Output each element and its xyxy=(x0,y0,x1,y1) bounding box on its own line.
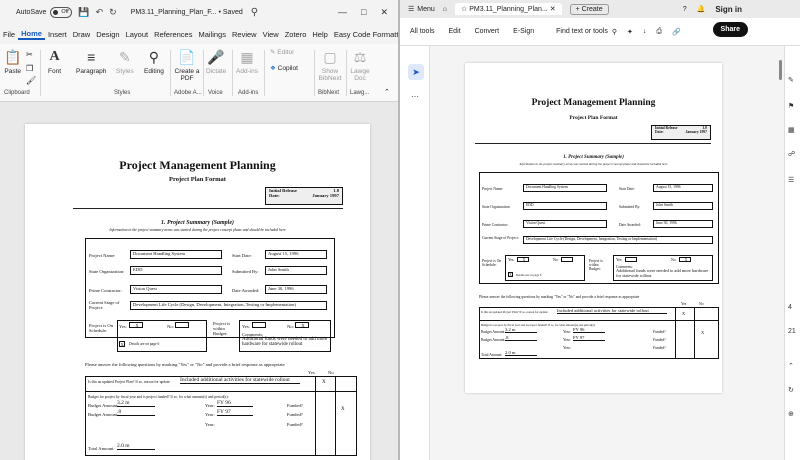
pdf-funded-mark: X xyxy=(701,330,705,335)
dictate-button[interactable]: 🎤 Dictate xyxy=(206,49,227,75)
page-number-total: 21 xyxy=(788,328,796,335)
pdf-submitted-by-label: Submitted By: xyxy=(619,205,641,209)
pdf-icon: 📄 xyxy=(178,49,196,65)
comments-text: Additional funds were needed to add more hardware for statewide rollout xyxy=(242,337,328,348)
document-title: PM3.11_Planning_Plan_F... • Saved xyxy=(130,8,243,16)
page-number-current: 4 xyxy=(788,304,792,311)
paragraph-button[interactable]: ≡ Paragraph xyxy=(76,49,107,75)
redo-icon[interactable]: ↻ xyxy=(109,6,117,17)
addins-button[interactable]: ▦ Add-ins xyxy=(236,49,259,75)
pdf-release-box xyxy=(651,125,711,140)
schedule-no-checkbox[interactable] xyxy=(175,322,189,328)
pdf-state-org-field[interactable]: EDD xyxy=(523,202,607,210)
pdf-comments-label: Comments: xyxy=(616,265,634,269)
adobe-group-label: Adobe A... xyxy=(174,90,202,96)
tab-help[interactable]: Help xyxy=(312,29,328,39)
tab-layout[interactable]: Layout xyxy=(125,29,149,39)
date-value: January 1997 xyxy=(312,193,339,198)
pages-icon[interactable]: ▦ xyxy=(788,127,795,134)
voice-group-label: Voice xyxy=(208,90,223,96)
date-awarded-field[interactable]: June 30, 1996 xyxy=(265,285,327,294)
pdf-budget-amount-1[interactable]: 3.2 m xyxy=(505,327,537,333)
lawgeex-group-label: Lawg... xyxy=(350,90,370,96)
release-version: 1.0 xyxy=(333,188,339,193)
pdf-prime-contractor-field[interactable]: Vision Quest xyxy=(523,220,607,228)
pdf-state-org-label: State Organization: xyxy=(482,205,511,209)
font-button[interactable]: A Font xyxy=(48,49,62,75)
copilot-button[interactable]: ❖ Copilot xyxy=(270,65,298,72)
divider xyxy=(40,50,41,96)
section-heading: 1. Project Summary (Sample) xyxy=(161,220,234,226)
help-icon[interactable]: ? xyxy=(682,5,687,13)
doc-title: Project Management Planning xyxy=(119,158,276,172)
acrobat-window xyxy=(400,0,800,460)
pdf-year-label-2: Year: xyxy=(563,338,571,342)
divider xyxy=(170,50,171,96)
pdf-form xyxy=(465,63,722,393)
on-schedule-label: Project is On Schedule: xyxy=(89,323,113,333)
pdf-total-amount[interactable]: 2.0 m xyxy=(505,350,537,356)
tab-design[interactable]: Design xyxy=(96,29,120,39)
more-tools-icon[interactable]: ⋯ xyxy=(411,92,419,101)
pdf-budget-no-label: No: xyxy=(671,258,677,262)
pdf-funded-label-2: Funded? xyxy=(653,338,666,342)
print-icon[interactable]: ⎙ xyxy=(656,27,662,35)
search-icon[interactable]: ⚲ xyxy=(250,6,259,18)
pdf-year-1[interactable]: FY 96 xyxy=(573,327,605,333)
pdf-release-label: Initial Release xyxy=(655,126,678,130)
pdf-schedule-no-label: No: xyxy=(553,258,559,262)
pdf-prime-contractor-label: Prime Contractor: xyxy=(482,223,509,227)
editing-button[interactable]: ⚲ Editing xyxy=(144,49,164,75)
document-area xyxy=(0,102,398,460)
pdf-budget-amount-2[interactable]: .8 xyxy=(505,335,537,341)
col-yes-header: Yes xyxy=(308,370,315,375)
year-2[interactable]: FY 97 xyxy=(217,409,253,416)
sign-in-button[interactable]: Sign in xyxy=(715,4,742,14)
comments-label: Comments: xyxy=(242,332,264,337)
save-pdf-icon[interactable]: ↓ xyxy=(642,28,647,35)
cut-icon[interactable]: ✂ xyxy=(26,50,33,59)
tab-easy-code-formatter[interactable]: Easy Code Formatt xyxy=(333,29,398,39)
tab-mailings[interactable]: Mailings xyxy=(198,29,226,39)
divider xyxy=(203,50,204,96)
pdf-date-awarded-label: Date Awarded: xyxy=(619,223,641,227)
section-note: Information in the project summary areas was started during the project concept phase and should be included here xyxy=(109,228,286,232)
budget-no-label: No: xyxy=(287,324,294,329)
ai-assistant-icon[interactable]: ✦ xyxy=(627,28,633,36)
pdf-year-2[interactable]: FY 97 xyxy=(573,335,605,341)
pdf-q2-text: Budget for project by fiscal year and is project funded? If so, for what amount(s) and period(s): xyxy=(481,323,596,327)
q2-text: Budget for project by fiscal year and is project funded? If so, for what amount(s) and period(s): xyxy=(88,395,229,399)
link-icon[interactable]: 🔗 xyxy=(671,28,681,36)
pdf-schedule-yes-label: Yes: xyxy=(508,258,515,262)
details-label: Details are on page 6 xyxy=(129,342,160,346)
word-form xyxy=(25,124,370,460)
year-label-2: Year: xyxy=(205,412,215,417)
budget-amount-1[interactable]: 3.2 m xyxy=(117,400,155,407)
prime-contractor-field[interactable]: Vision Quest xyxy=(130,285,222,294)
word-title-bar xyxy=(0,0,398,24)
font-icon: A xyxy=(49,49,60,64)
pdf-section-note: Information in the project summary areas was started during the project concept phase and should be included here xyxy=(519,162,668,166)
pdf-funded-label-3: Funded? xyxy=(653,346,666,350)
document-tab[interactable] xyxy=(455,3,562,15)
pdf-within-budget-label: Project is within Budget: xyxy=(589,259,603,271)
divider xyxy=(264,50,265,96)
stage-label: Current Stage of Project: xyxy=(89,300,120,310)
styles-group-label: Styles xyxy=(114,90,131,96)
pdf-col-yes-header: Yes xyxy=(681,302,687,306)
tab-view[interactable]: View xyxy=(262,29,279,39)
document-tab-title: PM3.11_Planning_Plan... xyxy=(469,6,548,13)
editor-button[interactable]: ✎ Editor xyxy=(270,49,295,56)
budget-amount-label-1: Budget Amount: xyxy=(88,403,119,408)
funded-no-mark: X xyxy=(341,407,345,412)
pdf-doc-title: Project Management Planning xyxy=(531,98,656,108)
release-box xyxy=(265,187,343,205)
schedule-yes-label: Yes: xyxy=(119,324,127,329)
questions-intro: Please answer the following questions by marking "Yes" or "No" and provide a brief response as appropriate xyxy=(85,362,285,367)
pdf-q1-text: Is this an updated Project Plan? If so, reason for update: xyxy=(481,310,549,314)
details-checkbox[interactable]: X xyxy=(120,342,124,347)
pdf-total-amount-label: Total Amount: xyxy=(481,353,503,357)
acrobat-left-tools xyxy=(400,46,430,460)
rule xyxy=(73,208,343,209)
ribbon xyxy=(0,44,398,102)
pdf-schedule-no-checkbox[interactable] xyxy=(561,257,573,262)
budget-amount-2[interactable]: .8 xyxy=(117,409,155,416)
doc-subtitle: Project Plan Format xyxy=(169,176,226,183)
pdf-funded-label-1: Funded? xyxy=(653,330,666,334)
budget-amount-label-2: Budget Amount: xyxy=(88,412,119,417)
lawgeex-button[interactable]: ⚖ Lawge Doc xyxy=(350,49,370,82)
funded-label-1: Funded? xyxy=(287,403,303,408)
divider xyxy=(346,50,347,96)
release-label: Initial Release xyxy=(269,188,297,193)
pdf-date-label: Date: xyxy=(655,130,664,134)
close-icon[interactable]: ✕ xyxy=(380,6,388,17)
attachments-icon[interactable]: ☍ xyxy=(788,151,796,158)
autosave-label: AutoSave xyxy=(16,8,47,16)
bookmark-icon[interactable]: ⚑ xyxy=(788,103,795,110)
collapse-ribbon-icon[interactable]: ⌃ xyxy=(384,89,390,96)
minimize-icon[interactable]: — xyxy=(338,6,348,17)
acrobat-right-rail xyxy=(784,46,800,460)
pdf-page[interactable] xyxy=(465,63,722,393)
funded-label-3: Funded? xyxy=(287,422,303,427)
pdf-release-version: 1.0 xyxy=(702,126,707,130)
prime-contractor-label: Prime Contractor: xyxy=(89,288,123,293)
funded-label-2: Funded? xyxy=(287,412,303,417)
date-label: Date: xyxy=(269,193,280,198)
state-org-field[interactable]: EDD xyxy=(130,266,222,275)
styles-button[interactable]: ✎ Styles xyxy=(116,49,134,75)
editor-icon: ✎ xyxy=(270,49,276,56)
find-search-icon[interactable]: ⚲ xyxy=(611,28,617,36)
share-button[interactable]: Share xyxy=(713,22,748,37)
q1-answer[interactable]: Included additional activities for statewide rollout xyxy=(180,377,300,384)
tab-references[interactable]: References xyxy=(154,29,193,39)
copy-icon[interactable]: ❐ xyxy=(26,64,34,73)
layers-icon[interactable]: ☰ xyxy=(788,177,795,184)
create-button[interactable]: + Create xyxy=(570,4,609,15)
tab-home[interactable]: Home xyxy=(18,29,45,40)
schedule-yes-checkbox[interactable]: X xyxy=(129,322,143,328)
submitted-by-field[interactable]: John Smith xyxy=(265,266,327,275)
divider xyxy=(314,50,315,96)
budget-yes-label: Yes: xyxy=(242,324,250,329)
pdf-schedule-yes-checkbox[interactable]: X xyxy=(517,257,529,262)
pdf-details-label: Details are on page 6 xyxy=(516,273,542,277)
pdf-year-label-1: Year: xyxy=(563,330,571,334)
pdf-on-schedule-label: Project is On Schedule: xyxy=(482,259,502,267)
paste-icon: 📋 xyxy=(4,49,22,65)
edit-button[interactable]: Edit xyxy=(448,28,461,35)
year-label-1: Year: xyxy=(205,403,215,408)
lawgeex-icon: ⚖ xyxy=(353,49,367,65)
maximize-icon[interactable]: □ xyxy=(361,6,367,17)
project-name-field[interactable]: Document Handling System xyxy=(130,250,222,259)
clipboard-group-label: Clipboard xyxy=(4,90,30,96)
start-date-label: Start Date: xyxy=(232,253,252,258)
zoom-in-icon[interactable]: ⊕ xyxy=(788,411,794,418)
pdf-doc-subtitle: Project Plan Format xyxy=(569,115,618,121)
pdf-budget-amount-label-1: Budget Amount: xyxy=(481,330,506,334)
pdf-project-name-field[interactable]: Document Handling System xyxy=(523,184,607,192)
q1-yes-mark: X xyxy=(322,380,326,385)
home-icon[interactable]: ⌂ xyxy=(442,5,448,13)
acrobat-toolbar xyxy=(400,18,800,46)
pdf-stage-field[interactable]: Development Life Cycle (Design, Development, Integration, Testing or Implementation) xyxy=(523,236,713,244)
refresh-icon[interactable]: ↻ xyxy=(788,387,794,394)
pdf-budget-amount-label-2: Budget Amount: xyxy=(481,338,506,342)
pdf-date-awarded-field[interactable]: June 30, 1996 xyxy=(653,220,713,228)
tab-insert[interactable]: Insert xyxy=(47,29,67,39)
budget-yes-checkbox[interactable] xyxy=(252,322,266,328)
paragraph-icon: ≡ xyxy=(87,49,96,65)
star-icon[interactable]: ☆ xyxy=(461,6,468,13)
styles-icon: ✎ xyxy=(118,49,131,65)
date-awarded-label: Date Awarded: xyxy=(232,288,260,293)
pdf-details-checkbox[interactable]: X xyxy=(509,273,512,277)
pdf-year-label-3: Year: xyxy=(563,346,571,350)
tab-draw[interactable]: Draw xyxy=(72,29,91,39)
format-painter-icon[interactable]: 🖌 xyxy=(26,76,37,85)
addins-icon: ▦ xyxy=(240,49,254,65)
create-pdf-button[interactable]: 📄 Create a PDF xyxy=(174,49,200,82)
tab-close-icon[interactable]: ✕ xyxy=(549,6,556,13)
pdf-questions-intro: Please answer the following questions by marking "Yes" or "No" and provide a brief response as appropriate xyxy=(479,295,640,299)
microphone-icon: 🎤 xyxy=(207,49,225,65)
find-text-button[interactable]: Find text or tools xyxy=(556,28,608,35)
total-amount[interactable]: 2.0 m xyxy=(117,443,155,450)
pdf-col-no-header: No xyxy=(699,302,704,306)
page-up-icon[interactable]: ⌃ xyxy=(788,363,794,370)
tab-file[interactable]: File xyxy=(3,29,16,39)
vertical-scrollbar[interactable] xyxy=(779,60,782,80)
pdf-q1-answer[interactable]: Included additional activities for statewide rollout xyxy=(557,308,667,314)
tab-zotero[interactable]: Zotero xyxy=(284,29,307,39)
copilot-icon: ❖ xyxy=(270,65,276,72)
comment-icon[interactable]: ✎ xyxy=(788,77,794,84)
year-label-3: Year: xyxy=(205,422,215,427)
ribbon-tabs xyxy=(0,24,398,44)
q1-text: Is this an updated Project Plan? If so, reason for update: xyxy=(88,380,171,384)
select-tool-icon[interactable]: ➤ xyxy=(408,64,424,80)
pdf-q1-yes-mark: X xyxy=(682,311,686,316)
show-bibnext-button[interactable]: ▢ Show BibNext xyxy=(318,49,342,82)
pdf-rule xyxy=(475,143,711,144)
budget-no-checkbox[interactable]: X xyxy=(295,322,309,328)
esign-button[interactable]: E-Sign xyxy=(513,28,535,35)
menu-icon[interactable]: ☰ xyxy=(408,6,415,13)
editing-icon: ⚲ xyxy=(148,49,160,65)
stage-field[interactable]: Development Life Cycle (Design, Development, Integration, Testing or Implementation) xyxy=(130,301,327,310)
pdf-section-heading: 1. Project Summary (Sample) xyxy=(563,155,624,160)
pdf-stage-label: Current Stage of Project: xyxy=(482,236,519,240)
pdf-submitted-by-field[interactable]: John Smith xyxy=(653,202,713,210)
all-tools-button[interactable]: All tools xyxy=(410,28,435,35)
undo-icon[interactable]: ↶ xyxy=(95,6,104,17)
bibnext-icon: ▢ xyxy=(323,49,337,65)
save-icon[interactable]: 💾 xyxy=(78,6,90,17)
state-org-label: State Organization: xyxy=(89,269,125,274)
pdf-start-date-label: Start Date: xyxy=(619,187,635,191)
word-page[interactable] xyxy=(25,124,370,460)
divider xyxy=(232,50,233,96)
project-name-label: Project Name: xyxy=(89,253,116,258)
schedule-no-label: No: xyxy=(167,324,174,329)
create-label: Create xyxy=(581,5,603,13)
submitted-by-label: Submitted By: xyxy=(232,269,259,274)
menu-button[interactable]: Menu xyxy=(417,5,435,13)
pdf-project-name-label: Project Name: xyxy=(482,187,504,191)
within-budget-label: Project is within Budget: xyxy=(213,321,231,336)
pdf-comments-text: Additional funds were needed to add more hardware for statewide rollout xyxy=(616,268,709,278)
total-amount-label: Total Amount: xyxy=(88,446,115,451)
col-no-header: No xyxy=(328,370,334,375)
tab-review[interactable]: Review xyxy=(231,29,257,39)
notifications-icon[interactable]: 🔔 xyxy=(696,6,706,13)
pdf-budget-no-checkbox[interactable]: X xyxy=(679,257,691,262)
acrobat-title-bar xyxy=(400,0,800,18)
year-1[interactable]: FY 96 xyxy=(217,400,253,407)
pdf-start-date-field[interactable]: August 15, 1996 xyxy=(653,184,713,192)
bibnext-group-label: BibNext xyxy=(318,90,340,96)
word-window xyxy=(0,0,398,460)
pdf-date-value: January 1997 xyxy=(685,130,707,134)
yes-column xyxy=(315,376,336,456)
start-date-field[interactable]: August 15, 1996 xyxy=(265,250,327,259)
addins-group-label: Add-ins xyxy=(238,90,259,96)
autosave-toggle[interactable]: Off xyxy=(50,7,72,18)
convert-button[interactable]: Convert xyxy=(474,28,500,35)
paste-button[interactable]: 📋 Paste xyxy=(4,49,22,75)
pdf-budget-yes-checkbox[interactable] xyxy=(625,257,637,262)
pdf-budget-yes-label: Yes: xyxy=(616,258,623,262)
